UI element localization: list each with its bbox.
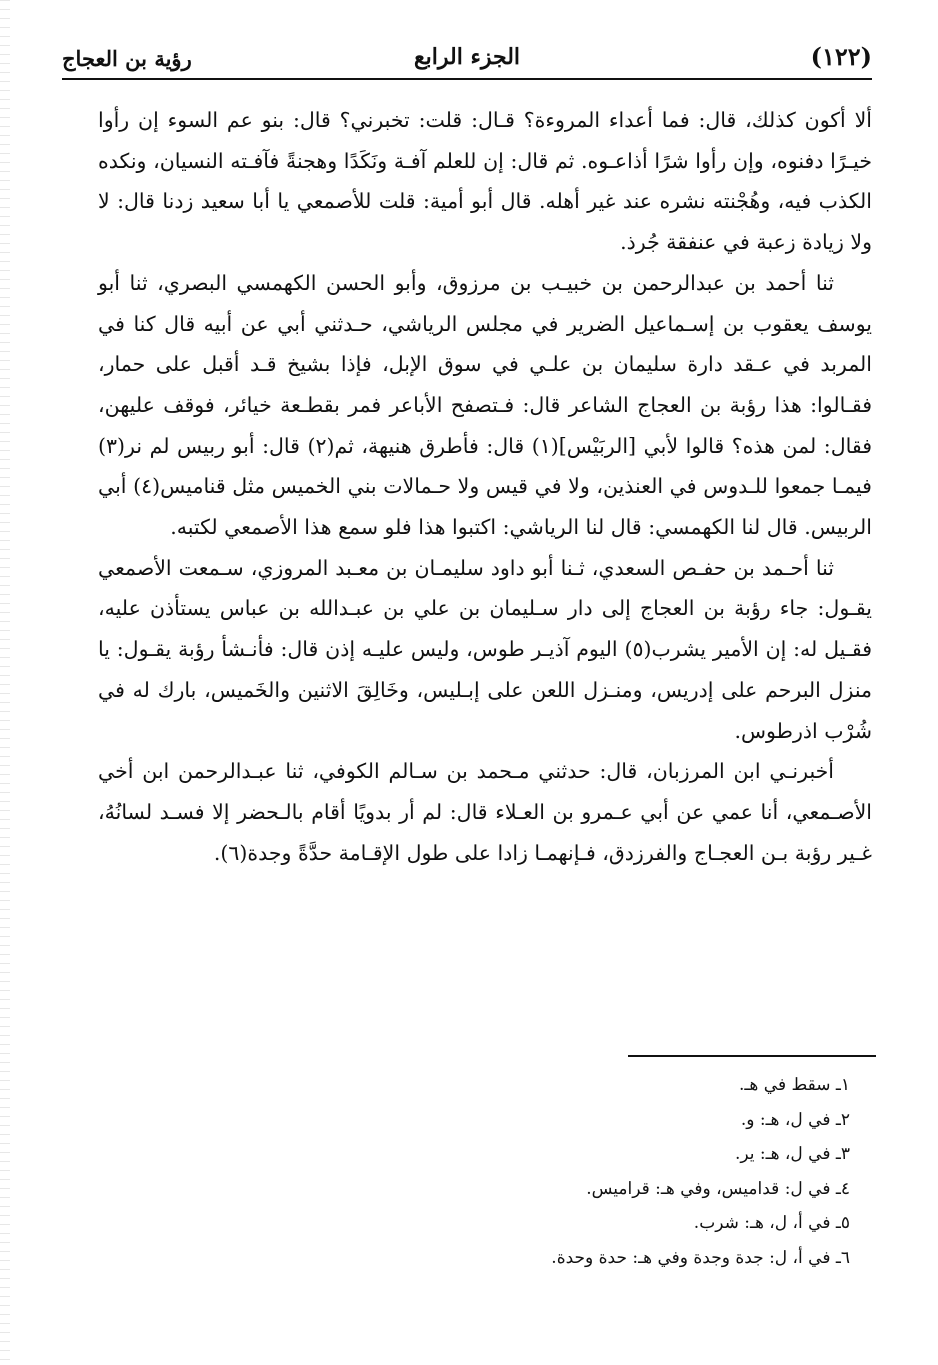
footnote-1: ١ـ سقط في هـ.	[739, 1075, 850, 1095]
footnote-4: ٤ـ في ل: قداميس، وفي هـ: قراميس.	[586, 1178, 850, 1199]
footnote-6: ٦ـ في أ، ل: جدة وجدة وفي هـ: حدة وحدة.	[551, 1247, 850, 1268]
scan-edge	[0, 0, 10, 1365]
footnotes	[300, 1068, 850, 1275]
page-header	[62, 38, 872, 78]
footnote-2: ٢ـ في ل، هـ: و.	[740, 1109, 850, 1130]
paragraph-2: ثنا أحمد بن عبدالرحمن بن خبيـب بن مرزوق، وأبو الحسن الكهمسي البصري، ثنا أبو يوسف يعقوب بن إسـماعيل الضرير في مجلس الرياشي، حـدثني أبي عن أبيه قال كنا في المربد في عـقد دارة سليمان بن علـي في سوق الإبل، فإذا بشيخ قـد أقبل على حمار، فقـالوا: هذا رؤبة بن العجاج الشاعر قال: فـتصفح الأباعر فمر بقطـعة خيائر، فوقف عليهن، فقال: لمن هذه؟ قالوا لأبي [الربَيْس](١) قال: فأطرق هنيهة، ثم(٢) قال: أبو ربيس لم نر(٣) فيمـا جمعوا للـدوس في العنذين، ولا في قيس ولا حـمالات بني الخميس مثل قناميس(٤) أبي الربيس. قال لنا الكهمسي: قال لنا الرياشي: اكتبوا هذا فلو سمع هذا الأصمعي لكتبه.	[98, 270, 873, 540]
header-divider	[62, 78, 872, 80]
footnote-3: ٣ـ في ل، هـ: ير.	[734, 1144, 850, 1164]
paragraph-4: أخبرنـي ابن المرزبان، قال: حدثني مـحمد بن سـالم الكوفي، ثنا عبـدالرحمن ابن أخي الأصـمعي، أنا عمي عن أبي عـمرو بن العـلاء قال: لم أر بدويًا أقام بالـحضر إلا فسـد لسانُهُ، غـير رؤبة بـن العجـاج والفرزدق، فـإنهمـا زادا على طول الإقـامة حدَّةً وجدة(٦).	[98, 759, 872, 865]
part-title: الجزء الرابع	[413, 44, 521, 70]
page-number: (١٢٢)	[810, 42, 872, 71]
paragraph-3: ثنا أحـمد بن حفـص السعدي، ثـنا أبو داود سليمـان بن معـبد المروزي، سـمعت الأصمعي يقـول: جاء رؤبة بن العجاج إلى دار سـليمان بن علي بن عبـدالله بن عباس يستأذن عليه، فقـيل له: إن الأمير يشرب(٥) اليوم آذيـر طوس، وليس عليـه إذن قال: فأنـشأ رؤبة يقـول: يا منزل البرحم على إدريس، ومنـزل اللعن على إبـليس، وخَالِقَ الاثنين والخَميس، بارك له في شُرْب اذرطوس.	[98, 555, 873, 743]
footnote-divider	[628, 1055, 876, 1057]
book-title: رؤية بن العجاج	[62, 46, 192, 71]
footnote-5: ٥ـ في أ، ل، هـ: شرب.	[693, 1213, 850, 1233]
paragraph-1: ألا أكون كذلك، قال: فما أعداء المروءة؟ قـال: قلت: تخبرني؟ قال: بنو عم السوء إن رأوا خيـرًا دفنوه، وإن رأوا شرًا أذاعـوه. ثم قال: إن للعلم آفـة ونَكَدًا وهجنةً فآفـته النسيان، ونكده الكذب فيه، وهُجْنته نشره عند غير أهله. قال أبو أمية: قلت للأصمعي يا أبا سعيد زدنا قال: لا ولا زيادة زعبة في عنفقة جُرذ.	[98, 108, 872, 255]
main-text	[98, 100, 872, 873]
